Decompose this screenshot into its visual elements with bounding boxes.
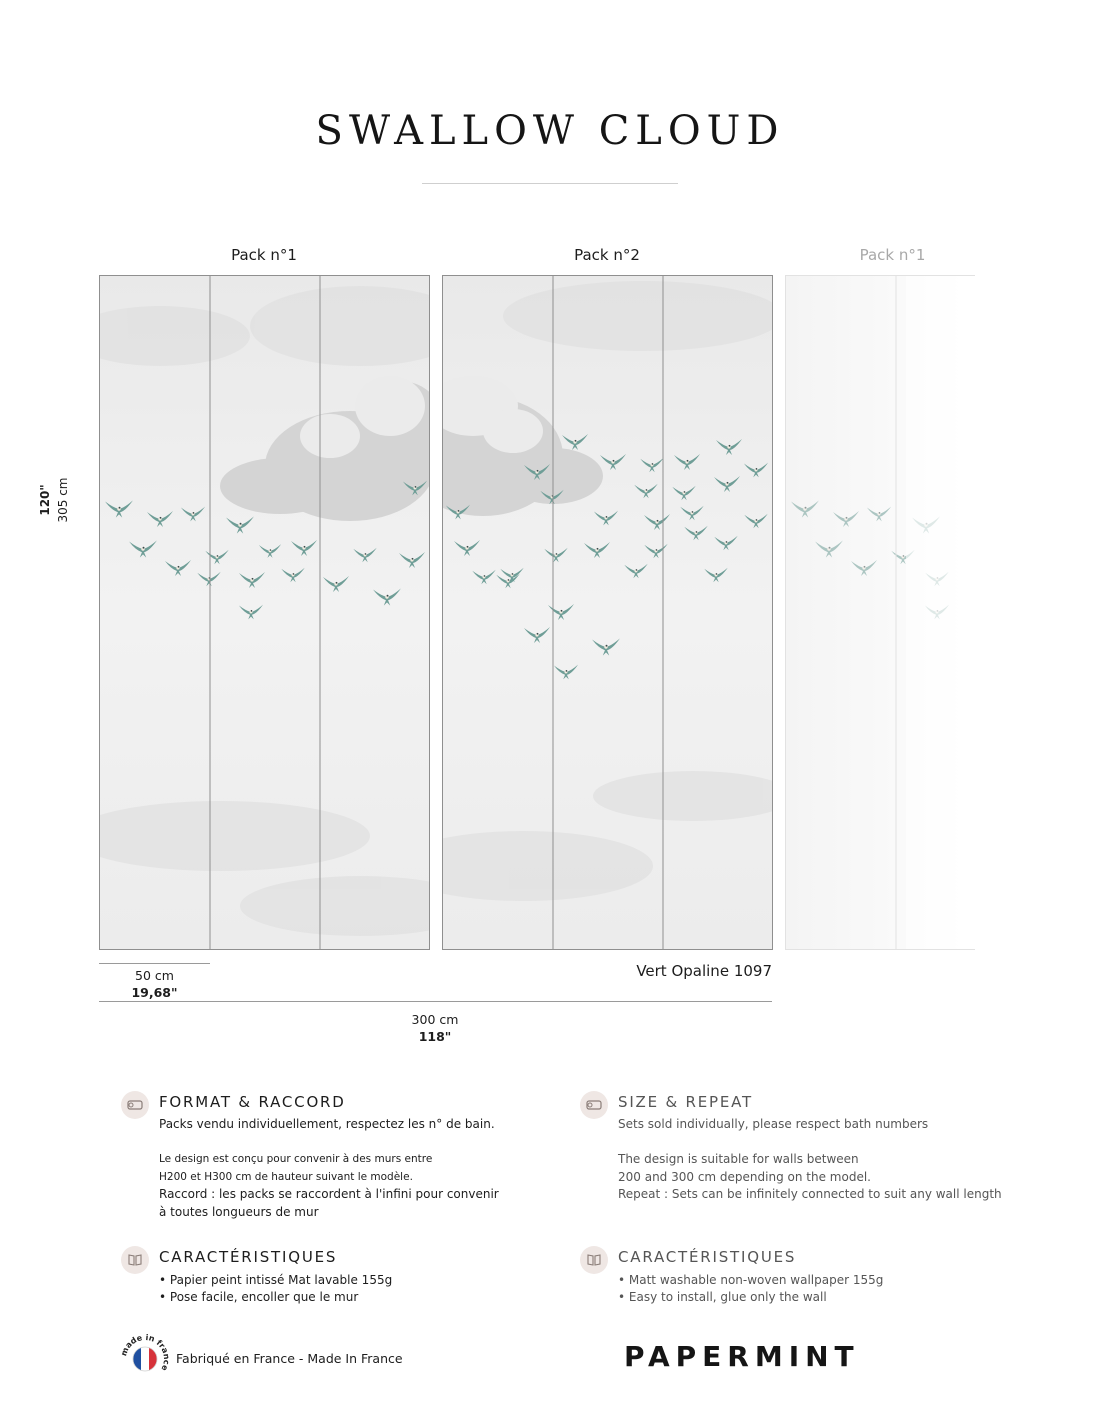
page-title: SWALLOW CLOUD xyxy=(315,108,785,154)
features-line-fr-2: • Pose facile, encoller que le mur xyxy=(159,1290,359,1304)
wallpaper-pack-2 xyxy=(442,275,773,950)
features-heading-fr: CARACTÉRISTIQUES xyxy=(159,1248,338,1266)
format-line-en-2: The design is suitable for walls between xyxy=(618,1152,859,1166)
pack-label-2: Pack n°2 xyxy=(574,246,640,264)
features-section-fr xyxy=(121,1246,541,1306)
format-line-en-1: Sets sold individually, please respect bath numbers xyxy=(618,1117,929,1131)
paper-roll-icon xyxy=(580,1091,608,1119)
format-line-fr-2: Le design est conçu pour convenir à des murs entre xyxy=(159,1153,433,1165)
strip-width-cm: 50 cm xyxy=(135,968,174,983)
format-section-fr xyxy=(121,1091,541,1231)
format-line-fr-3: H200 et H300 cm de hauteur suivant le modèle. xyxy=(159,1171,413,1183)
features-section-en xyxy=(580,1246,1000,1306)
paper-roll-icon xyxy=(121,1091,149,1119)
format-line-fr-1: Packs vendu individuellement, respectez les n° de bain. xyxy=(159,1117,495,1131)
total-width-line xyxy=(99,1001,772,1002)
book-icon xyxy=(580,1246,608,1274)
height-inches: 120" xyxy=(38,484,52,516)
format-heading-fr: FORMAT & RACCORD xyxy=(159,1093,346,1111)
made-in-france-text: Fabriqué en France - Made In France xyxy=(176,1351,403,1366)
title-divider xyxy=(422,183,678,184)
wallpaper-pack-1-image xyxy=(100,276,430,950)
format-heading-en: SIZE & REPEAT xyxy=(618,1093,754,1111)
strip-width-line xyxy=(99,963,210,964)
total-width-cm: 300 cm xyxy=(411,1012,459,1027)
total-width-inches: 118" xyxy=(418,1029,452,1044)
wallpaper-pack-1-repeat xyxy=(785,275,975,950)
format-line-en-4: Repeat : Sets can be infinitely connected to suit any wall length xyxy=(618,1187,1002,1201)
height-dimension xyxy=(38,440,78,560)
wallpaper-pack-1 xyxy=(99,275,430,950)
wallpaper-pack-2-image xyxy=(443,276,773,950)
format-line-en-3: 200 and 300 cm depending on the model. xyxy=(618,1170,871,1184)
format-section-en xyxy=(580,1091,1000,1211)
pack-label-1: Pack n°1 xyxy=(231,246,297,264)
format-line-fr-4: Raccord : les packs se raccordent à l'infini pour convenir xyxy=(159,1187,499,1201)
features-line-fr-1: • Papier peint intissé Mat lavable 155g xyxy=(159,1273,393,1287)
french-flag-icon xyxy=(120,1330,170,1382)
features-line-en-1: • Matt washable non-woven wallpaper 155g xyxy=(618,1273,884,1287)
made-in-france-badge xyxy=(120,1330,170,1382)
format-line-fr-5: à toutes longueurs de mur xyxy=(159,1205,319,1219)
brand-logo: PAPERMINT xyxy=(624,1340,860,1373)
strip-width-inches: 19,68" xyxy=(131,985,178,1000)
badge-text: made in fra e xyxy=(120,1332,170,1373)
features-heading-en: CARACTÉRISTIQUES xyxy=(618,1248,797,1266)
book-icon xyxy=(121,1246,149,1274)
height-centimeters: 305 cm xyxy=(56,477,70,523)
wallpaper-pack-1-repeat-image xyxy=(786,276,975,950)
color-name: Vert Opaline 1097 xyxy=(636,962,772,980)
features-line-en-2: • Easy to install, glue only the wall xyxy=(618,1290,827,1304)
pack-label-1-repeat: Pack n°1 xyxy=(859,246,926,264)
